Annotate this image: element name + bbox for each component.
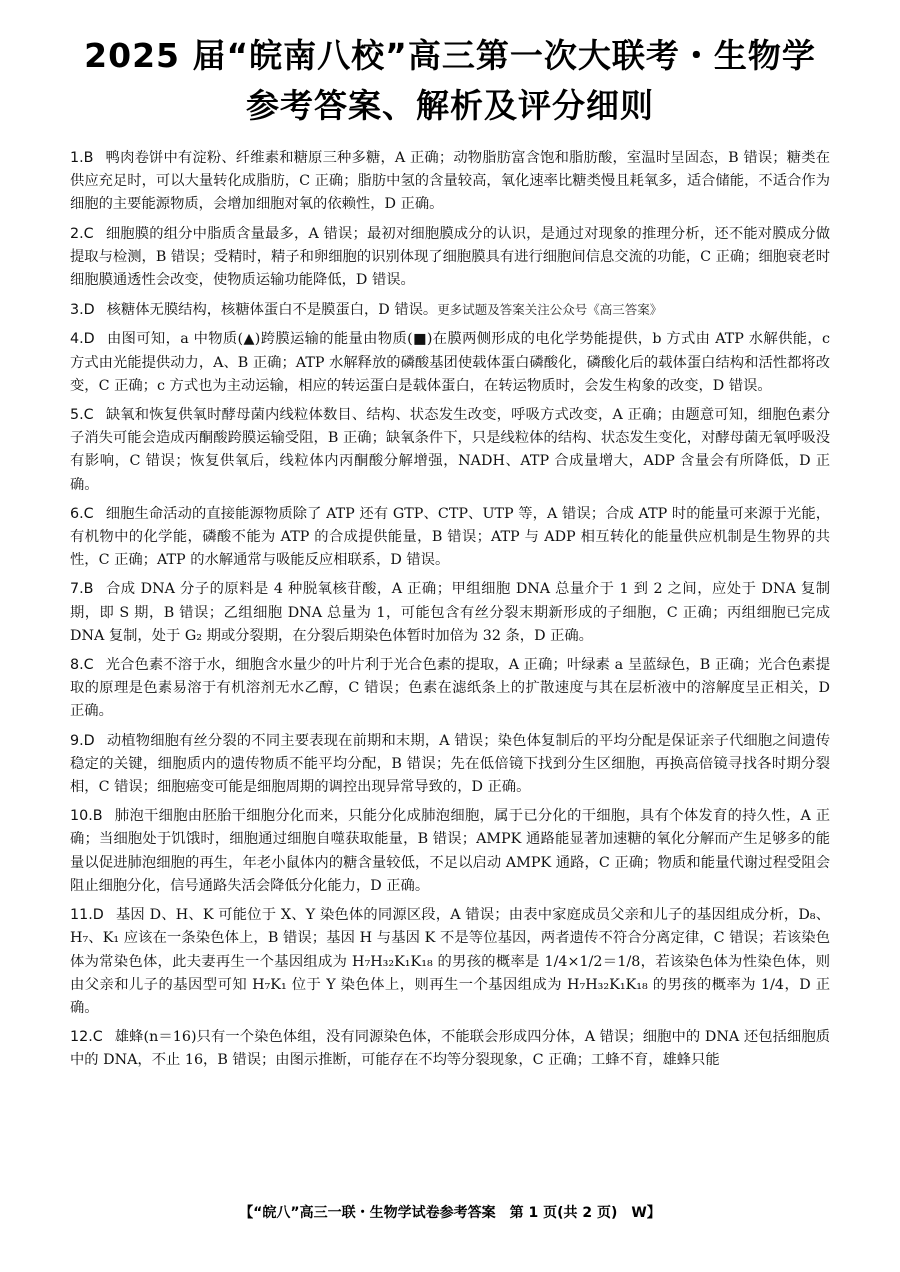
explanation-text: 细胞生命活动的直接能源物质除了 ATP 还有 GTP、CTP、UTP 等，A 错误；合成 ATP 时的能量可来源于光能，有机物中的化学能，磷酸不能为 ATP 的合成提供能量，B 错误；ATP 与 ADP 相互转化的能量供应机制是生物界的共性，C 正确；ATP 的水解通常与吸能反应相联系，D 错误。 [70, 505, 830, 569]
answer-item-12: 12.C 雄蜂(n＝16)只有一个染色体组，没有同源染色体，不能联会形成四分体，A 错误；细胞中的 DNA 还包括细胞质中的 DNA，不止 16，B 错误；由图示推断，可能存在不均等分裂现象，C 正确；工蜂不育，雄蜂只能 [70, 1029, 830, 1069]
answer-letter: C [83, 657, 94, 674]
explanation-text: 鸭肉卷饼中有淀粉、纤维素和糖原三种多糖，A 正确；动物脂肪富含饱和脂肪酸，室温时呈固态，B 错误；糖类在供应充足时，可以大量转化成脂肪，C 正确；脂肪中氢的含量较高，氧化速率比糖类慢且耗氧多，适合储能，不适合作为细胞的主要能源物质，会增加细胞对氧的依赖性，D 正确。 [70, 150, 830, 213]
page-title: 2025 届“皖南八校”高三第一次大联考・生物学 [84, 36, 816, 75]
answer-letter: C [83, 407, 94, 424]
answer-item-11: 11.D 基因 D、H、K 可能位于 X、Y 染色体的同源区段，A 错误；由表中家庭成员父亲和儿子的基因组成分析，D₈、H₇、K₁ 应该在一条染色体上，B 错误；基因 H 与基因 K 不是等位基因，两者遗传不符合分离定律，C 错误；若该染色体为常染色体，此夫妻再生一个基因组成为 H₇H₃₂K₁K₁₈ 的男孩的概率是 1/4×1/2＝1/8，若该染色体为性染色体，则由父亲和儿子的基因型可知 H₇K₁ 位于 Y 染色体上，则再生一个基因组成为 H₇H₃₂K₁K₁₈ 的男孩的概率为 1/4，D 正确。 [70, 907, 830, 1016]
explanation-text: 由图可知，a 中物质(▲)跨膜运输的能量由物质(■)在膜两侧形成的电化学势能提供，b 方式由 ATP 水解供能，c 方式由光能提供动力，A、B 正确；ATP 水解释放的磷酸基团使载体蛋白磷酸化，磷酸化后的载体蛋白结构和活性都将改变，C 正确；c 方式也为主动运输，相应的转运蛋白是载体蛋白，在转运物质时，会发生构象的改变，D 错误。 [70, 331, 830, 394]
explanation-text: 核糖体无膜结构，核糖体蛋白不是膜蛋白，D 错误。 [106, 302, 438, 319]
answer-item-10: 10.B 肺泡干细胞由胚胎干细胞分化而来，只能分化成肺泡细胞，属于已分化的干细胞，具有个体发育的持久性，A 正确；当细胞处于饥饿时，细胞通过细胞自噬获取能量，B 错误；AMPK 通路能显著加速糖的氧化分解而产生足够多的能量以促进肺泡细胞的再生，年老小鼠体内的糖含量较低，不足以启动 AMPK 通路，C 正确；物质和能量代谢过程受阻会阻止细胞分化，信号通路失活会降低分化能力，D 正确。 [70, 808, 830, 894]
page-subtitle: 参考答案、解析及评分细则 [246, 86, 654, 125]
explanation-text: 合成 DNA 分子的原料是 4 种脱氧核苷酸，A 正确；甲组细胞 DNA 总量介于 1 到 2 之间，应处于 DNA 复制期，即 S 期，B 错误；乙组细胞 DNA 总量为 1，可能包含有丝分裂末期新形成的子细胞，C 正确；丙组细胞已完成 DNA 复制，处于 G₂ 期或分裂期，在分裂后期染色体暂时加倍为 32 条，D 正确。 [70, 581, 830, 644]
explanation-text: 基因 D、H、K 可能位于 X、Y 染色体的同源区段，A 错误；由表中家庭成员父亲和儿子的基因组成分析，D₈、H₇、K₁ 应该在一条染色体上，B 错误；基因 H 与基因 K 不是等位基因，两者遗传不符合分离定律，C 错误；若该染色体为常染色体，此夫妻再生一个基因组成为 H₇H₃₂K₁K₁₈ 的男孩的概率是 1/4×1/2＝1/8，若该染色体为性染色体，则由父亲和儿子的基因型可知 H₇K₁ 位于 Y 染色体上，则再生一个基因组成为 H₇H₃₂K₁K₁₈ 的男孩的概率为 1/4，D 正确。 [70, 907, 830, 1016]
explanation-text: 动植物细胞有丝分裂的不同主要表现在前期和末期，A 错误；染色体复制后的平均分配是保证亲子代细胞之间遗传稳定的关键，细胞质内的遗传物质不能平均分配，B 错误；先在低倍镜下找到分生区细胞，再换高倍镜寻找各时期分裂相，C 错误；细胞癌变可能是细胞周期的调控出现异常导致的，D 正确。 [70, 732, 830, 796]
explanation-text: 雄蜂(n＝16)只有一个染色体组，没有同源染色体，不能联会形成四分体，A 错误；细胞中的 DNA 还包括细胞质中的 DNA，不止 16，B 错误；由图示推断，可能存在不均等分裂现象，C 正确；工蜂不育，雄蜂只能 [70, 1029, 830, 1069]
answer-letter: D [83, 732, 95, 749]
answer-letter: D [83, 331, 95, 348]
explanation-text: 光合色素不溶于水，细胞含水量少的叶片利于光合色素的提取，A 正确；叶绿素 a 呈蓝绿色，B 正确；光合色素提取的原理是色素易溶于有机溶剂无水乙醇，C 错误；色素在滤纸条上的扩散速度与其在层析液中的溶解度呈正相关，D 正确。 [70, 657, 830, 720]
promo-note: 更多试题及答案关注公众号《高三答案》 [437, 302, 663, 318]
explanation-text: 缺氧和恢复供氧时酵母菌内线粒体数目、结构、状态发生改变，呼吸方式改变，A 正确；由题意可知，细胞色素分子消失可能会造成丙酮酸跨膜运输受阻，B 正确；缺氧条件下，只是线粒体的结构、状态发生变化，对酵母菌无氧呼吸没有影响，C 错误；恢复供氧后，线粒体内丙酮酸分解增强，NADH、ATP 合成量增大，ADP 含量会有所降低，D 正确。 [70, 407, 830, 493]
answer-letter: B [83, 150, 94, 166]
explanation-text: 肺泡干细胞由胚胎干细胞分化而来，只能分化成肺泡细胞，属于已分化的干细胞，具有个体发育的持久性，A 正确；当细胞处于饥饿时，细胞通过细胞自噬获取能量，B 错误；AMPK 通路能显著加速糖的氧化分解而产生足够多的能量以促进肺泡细胞的再生，年老小鼠体内的糖含量较低，不足以启动 AMPK 通路，C 正确；物质和能量代谢过程受阻会阻止细胞分化，信号通路失活会降低分化能力，D 正确。 [70, 808, 830, 894]
answer-item-9: 9.D 动植物细胞有丝分裂的不同主要表现在前期和末期，A 错误；染色体复制后的平均分配是保证亲子代细胞之间遗传稳定的关键，细胞质内的遗传物质不能平均分配，B 错误；先在低倍镜下找到分生区细胞，再换高倍镜寻找各时期分裂相，C 错误；细胞癌变可能是细胞周期的调控出现异常导致的，D 正确。 [70, 732, 830, 796]
answer-item-1: 1.B 鸭肉卷饼中有淀粉、纤维素和糖原三种多糖，A 正确；动物脂肪富含饱和脂肪酸，室温时呈固态，B 错误；糖类在供应充足时，可以大量转化成脂肪，C 正确；脂肪中氢的含量较高，氧化速率比糖类慢且耗氧多，适合储能，不适合作为细胞的主要能源物质，会增加细胞对氧的依赖性，D 正确。 [70, 150, 830, 213]
answer-item-6: 6.C 细胞生命活动的直接能源物质除了 ATP 还有 GTP、CTP、UTP 等，A 错误；合成 ATP 时的能量可来源于光能，有机物中的化学能，磷酸不能为 ATP 的合成提供能量，B 错误；ATP 与 ADP 相互转化的能量供应机制是生物界的共性，C 正确；ATP 的水解通常与吸能反应相联系，D 错误。 [70, 505, 830, 569]
answer-letter: C [92, 1029, 103, 1046]
answer-letter: B [92, 808, 103, 825]
answer-item-3: 3.D 核糖体无膜结构，核糖体蛋白不是膜蛋白，D 错误。更多试题及答案关注公众号《高三答案》 [70, 302, 663, 319]
answer-letter: C [83, 505, 94, 522]
answer-item-8: 8.C 光合色素不溶于水，细胞含水量少的叶片利于光合色素的提取，A 正确；叶绿素 a 呈蓝绿色，B 正确；光合色素提取的原理是色素易溶于有机溶剂无水乙醇，C 错误；色素在滤纸条上的扩散速度与其在层析液中的溶解度呈正相关，D 正确。 [70, 657, 830, 720]
explanation-text: 细胞膜的组分中脂质含量最多，A 错误；最初对细胞膜成分的认识，是通过对现象的推理分析，还不能对膜成分做提取与检测，B 错误；受精时，精子和卵细胞的识别体现了细胞膜具有进行细胞间信息交流的功能，C 正确；细胞衰老时细胞膜通透性会改变，使物质运输功能降低，D 错误。 [70, 225, 830, 289]
page-footer: 【“皖八”高三一联・生物学试卷参考答案 第 1 页(共 2 页) W】 [239, 1205, 661, 1221]
answer-letter: C [83, 225, 94, 242]
answer-letter: D [83, 302, 95, 319]
answer-item-5: 5.C 缺氧和恢复供氧时酵母菌内线粒体数目、结构、状态发生改变，呼吸方式改变，A 正确；由题意可知，细胞色素分子消失可能会造成丙酮酸跨膜运输受阻，B 正确；缺氧条件下，只是线粒体的结构、状态发生变化，对酵母菌无氧呼吸没有影响，C 错误；恢复供氧后，线粒体内丙酮酸分解增强，NADH、ATP 合成量增大，ADP 含量会有所降低，D 正确。 [70, 407, 830, 493]
answer-letter: B [83, 581, 94, 598]
answer-item-7: 7.B 合成 DNA 分子的原料是 4 种脱氧核苷酸，A 正确；甲组细胞 DNA 总量介于 1 到 2 之间，应处于 DNA 复制期，即 S 期，B 错误；乙组细胞 DNA 总量为 1，可能包含有丝分裂末期新形成的子细胞，C 正确；丙组细胞已完成 DNA 复制，处于 G₂ 期或分裂期，在分裂后期染色体暂时加倍为 32 条，D 正确。 [70, 581, 830, 644]
answer-list [70, 147, 830, 1079]
answer-item-2: 2.C 细胞膜的组分中脂质含量最多，A 错误；最初对细胞膜成分的认识，是通过对现象的推理分析，还不能对膜成分做提取与检测，B 错误；受精时，精子和卵细胞的识别体现了细胞膜具有进行细胞间信息交流的功能，C 正确；细胞衰老时细胞膜通透性会改变，使物质运输功能降低，D 错误。 [70, 225, 830, 289]
answer-item-4: 4.D 由图可知，a 中物质(▲)跨膜运输的能量由物质(■)在膜两侧形成的电化学势能提供，b 方式由 ATP 水解供能，c 方式由光能提供动力，A、B 正确；ATP 水解释放的磷酸基团使载体蛋白磷酸化，磷酸化后的载体蛋白结构和活性都将改变，C 正确；c 方式也为主动运输，相应的转运蛋白是载体蛋白，在转运物质时，会发生构象的改变，D 错误。 [70, 331, 830, 394]
answer-letter: D [92, 907, 104, 924]
